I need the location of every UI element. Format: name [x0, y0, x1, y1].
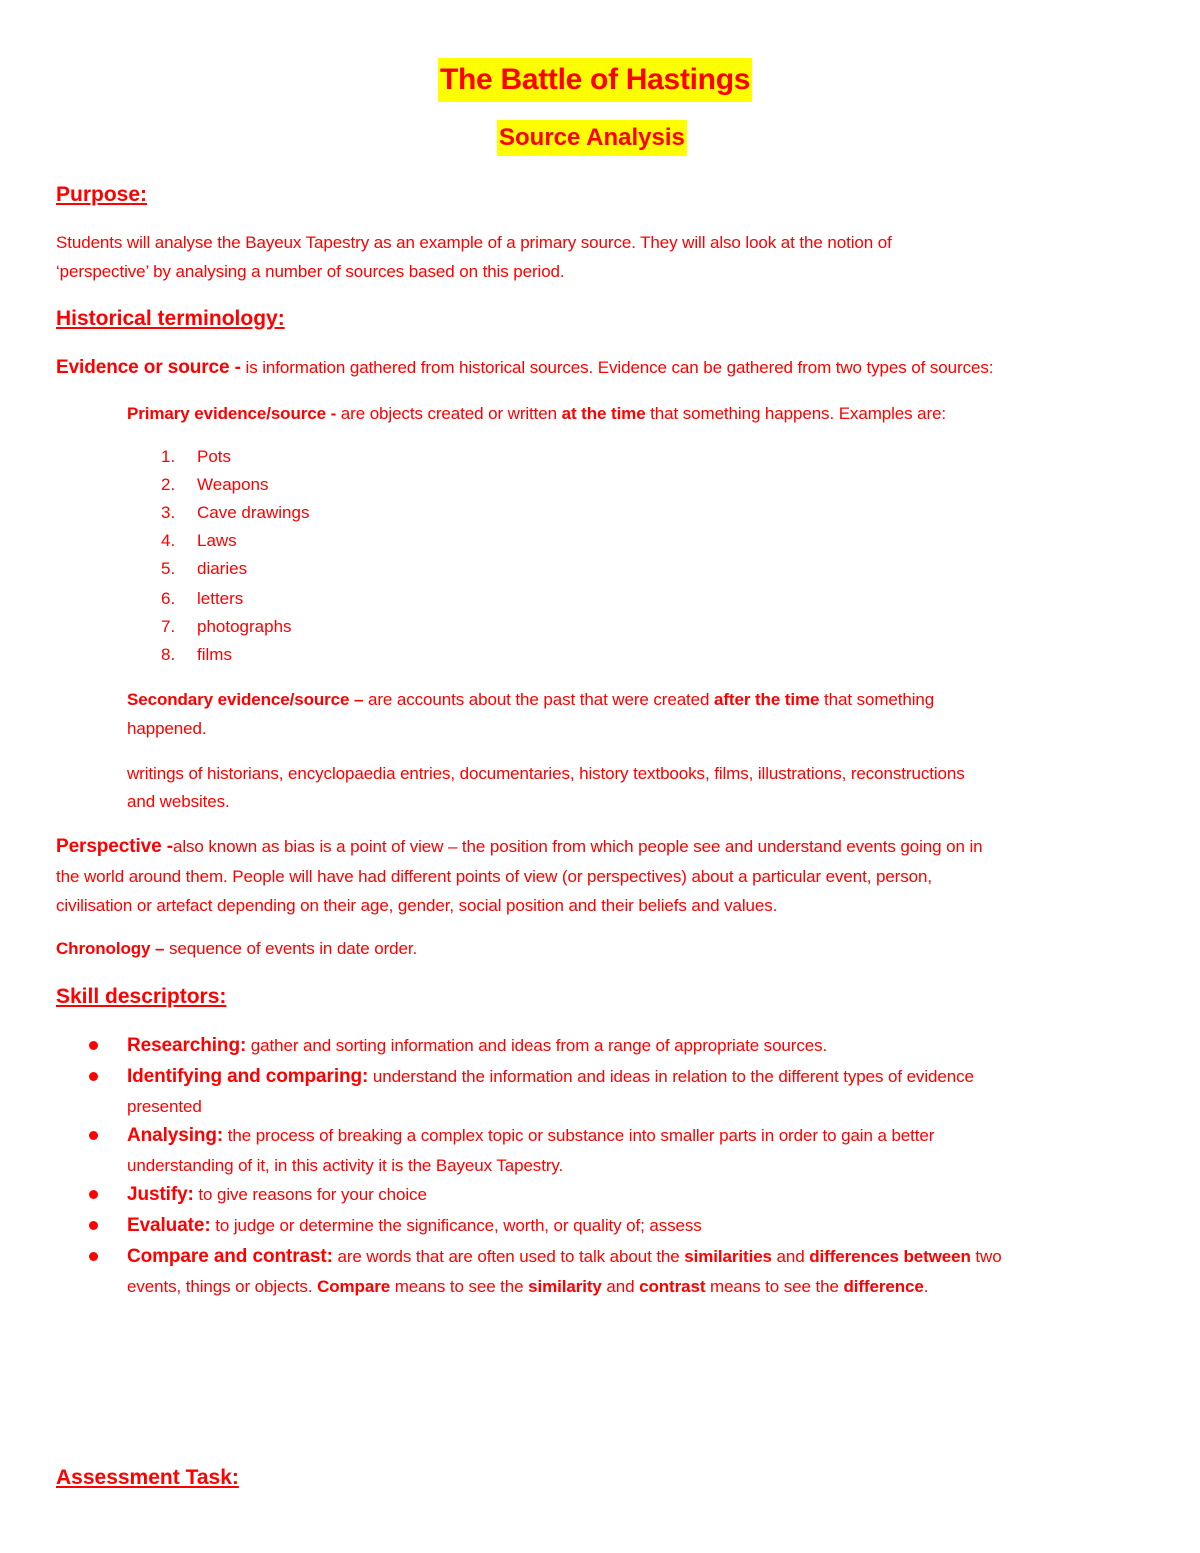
list-item-number: 4. [161, 531, 176, 550]
chronology-term: Chronology – [56, 939, 165, 958]
assessment-heading: Assessment Task: [56, 1466, 239, 1489]
skill-text: means to see the [390, 1277, 529, 1296]
bullet-icon [89, 1131, 98, 1140]
skill-term: Researching: [127, 1035, 247, 1056]
skill-emphasis: contrast [639, 1277, 706, 1296]
skill-emphasis: Compare [317, 1277, 391, 1296]
skill-researching [127, 1031, 827, 1060]
skill-text: two [970, 1247, 1002, 1266]
skill-identifying [127, 1062, 974, 1091]
list-item-number: 5. [161, 559, 176, 578]
perspective-text: also known as bias is a point of view – the position from which people see and understand events going on in [173, 837, 983, 856]
list-item-number: 7. [161, 617, 176, 636]
skill-text: and [601, 1277, 640, 1296]
primary-definition [127, 399, 946, 428]
skill-text: events, things or objects. [127, 1277, 318, 1296]
evidence-definition [56, 353, 993, 382]
secondary-examples-line1: writings of historians, encyclopaedia entries, documentaries, history textbooks, films, illustrations, reconstructions [127, 764, 965, 783]
primary-text: are objects created or written [336, 404, 562, 423]
list-item: Cave drawings [197, 503, 310, 522]
skill-term: Identifying and comparing: [127, 1066, 369, 1087]
skill-text: understand the information and ideas in relation to the different types of evidence [368, 1067, 974, 1086]
skill-analysing-line2: understanding of it, in this activity it is the Bayeux Tapestry. [127, 1156, 564, 1175]
secondary-emphasis: after the time [714, 690, 820, 709]
skill-term: Compare and contrast: [127, 1246, 333, 1267]
perspective-line3: civilisation or artefact depending on their age, gender, social position and their beliefs and values. [56, 896, 778, 915]
purpose-heading: Purpose: [56, 183, 148, 206]
page-title: The Battle of Hastings [438, 58, 752, 102]
bullet-icon [89, 1190, 98, 1199]
secondary-text-end: that something [819, 690, 935, 709]
list-item: photographs [197, 617, 292, 636]
primary-text-end: that something happens. Examples are: [645, 404, 947, 423]
list-item-number: 6. [161, 589, 176, 608]
skill-term: Justify: [127, 1184, 194, 1205]
skill-analysing [127, 1121, 934, 1150]
evidence-term: Evidence or source - [56, 357, 241, 378]
list-item: Laws [197, 531, 237, 550]
list-item-number: 2. [161, 475, 176, 494]
secondary-examples-line2: and websites. [127, 792, 230, 811]
skill-text: gather and sorting information and ideas from a range of appropriate sources. [246, 1036, 828, 1055]
skill-text: and [771, 1247, 810, 1266]
skill-text: to judge or determine the significance, worth, or quality of; assess [210, 1216, 702, 1235]
list-item: diaries [197, 559, 248, 578]
secondary-definition-line2: happened. [127, 719, 207, 738]
chronology-text: sequence of events in date order. [164, 939, 418, 958]
skill-evaluate [127, 1211, 702, 1240]
purpose-text-line1: Students will analyse the Bayeux Tapestry as an example of a primary source. They will also look at the notion of [56, 233, 892, 252]
primary-emphasis: at the time [561, 404, 646, 423]
bullet-icon [89, 1072, 98, 1081]
skill-text: the process of breaking a complex topic or substance into smaller parts in order to gain a better [223, 1126, 935, 1145]
skill-text: means to see the [705, 1277, 844, 1296]
perspective-line2: the world around them. People will have had different points of view (or perspectives) about a particular event, person, [56, 867, 932, 886]
list-item-number: 8. [161, 645, 176, 664]
perspective-term: Perspective - [56, 836, 173, 857]
skill-text: to give reasons for your choice [193, 1185, 427, 1204]
bullet-icon [89, 1221, 98, 1230]
bullet-icon [89, 1041, 98, 1050]
skill-emphasis: differences between [809, 1247, 971, 1266]
skill-term: Analysing: [127, 1125, 224, 1146]
page-subtitle: Source Analysis [497, 120, 687, 156]
skill-text: . [923, 1277, 929, 1296]
purpose-text-line2: ‘perspective’ by analysing a number of sources based on this period. [56, 262, 565, 281]
list-item: letters [197, 589, 244, 608]
skill-term: Evaluate: [127, 1215, 211, 1236]
secondary-text: are accounts about the past that were created [363, 690, 715, 709]
skill-identifying-line2: presented [127, 1097, 202, 1116]
skill-emphasis: similarity [528, 1277, 602, 1296]
secondary-term: Secondary evidence/source – [127, 690, 364, 709]
skill-emphasis: difference [843, 1277, 924, 1296]
list-item-number: 3. [161, 503, 176, 522]
evidence-text: is information gathered from historical sources. Evidence can be gathered from two types of sources: [240, 358, 994, 377]
list-item: Pots [197, 447, 232, 466]
bullet-icon [89, 1252, 98, 1261]
list-item: films [197, 645, 232, 664]
perspective-definition [56, 832, 983, 861]
list-item-number: 1. [161, 447, 176, 466]
secondary-definition [127, 685, 934, 714]
terminology-heading: Historical terminology: [56, 307, 285, 330]
skill-justify [127, 1180, 427, 1209]
skill-emphasis: similarities [684, 1247, 772, 1266]
skill-text: are words that are often used to talk about the [332, 1247, 685, 1266]
skills-heading: Skill descriptors: [56, 985, 227, 1008]
skill-compare [127, 1242, 1002, 1271]
list-item: Weapons [197, 475, 269, 494]
skill-compare-line2 [127, 1272, 928, 1301]
chronology-definition [56, 934, 417, 963]
primary-term: Primary evidence/source - [127, 404, 337, 423]
